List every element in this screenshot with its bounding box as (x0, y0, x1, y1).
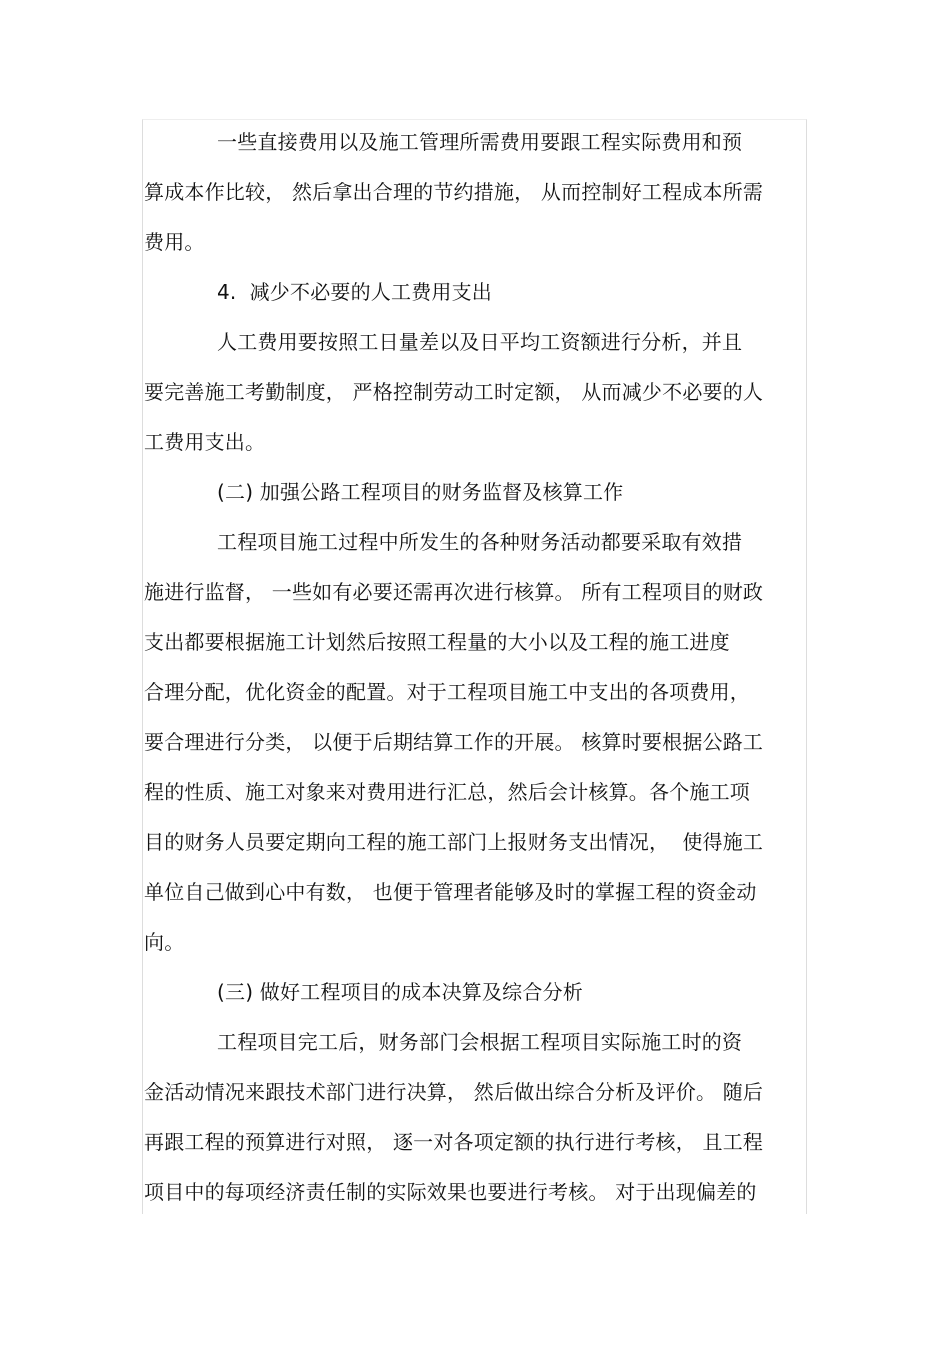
text-line: 程的性质、施工对象来对费用进行汇总，然后会计核算。各个施工项 (144, 780, 750, 804)
text-line: 工程项目完工后，财务部门会根据工程项目实际施工时的资 (217, 1030, 743, 1054)
text-line: 单位自己做到心中有数， 也便于管理者能够及时的掌握工程的资金动 (144, 880, 757, 904)
text-line: 要完善施工考勤制度， 严格控制劳动工时定额， 从而减少不必要的人 (144, 380, 764, 404)
text-line: 工费用支出。 (144, 430, 266, 454)
section-heading: (二) 加强公路工程项目的财务监督及核算工作 (217, 480, 624, 504)
text-line: 金活动情况来跟技术部门进行决算， 然后做出综合分析及评价。 随后 (144, 1080, 764, 1104)
text-line: 一些直接费用以及施工管理所需费用要跟工程实际费用和预 (217, 130, 743, 154)
text-line: 要合理进行分类， 以便于后期结算工作的开展。 核算时要根据公路工 (144, 730, 764, 754)
text-line: 目的财务人员要定期向工程的施工部门上报财务支出情况， 使得施工 (144, 830, 764, 854)
text-line: 合理分配，优化资金的配置。对于工程项目施工中支出的各项费用， (144, 680, 750, 704)
text-line: 工程项目施工过程中所发生的各种财务活动都要采取有效措 (217, 530, 743, 554)
text-line: 向。 (144, 930, 185, 954)
section-heading: (三) 做好工程项目的成本决算及综合分析 (217, 980, 583, 1004)
text-line: 项目中的每项经济责任制的实际效果也要进行考核。 对于出现偏差的 (144, 1180, 757, 1204)
text-line: 费用。 (144, 230, 205, 254)
text-line: 人工费用要按照工日量差以及日平均工资额进行分析，并且 (217, 330, 743, 354)
text-line: 施进行监督， 一些如有必要还需再次进行核算。 所有工程项目的财政 (144, 580, 764, 604)
text-line: 支出都要根据施工计划然后按照工程量的大小以及工程的施工进度 (144, 630, 730, 654)
section-heading: 4. 减少不必要的人工费用支出 (217, 280, 492, 304)
text-line: 算成本作比较， 然后拿出合理的节约措施， 从而控制好工程成本所需 (144, 180, 764, 204)
text-line: 再跟工程的预算进行对照， 逐一对各项定额的执行进行考核， 且工程 (144, 1130, 764, 1154)
